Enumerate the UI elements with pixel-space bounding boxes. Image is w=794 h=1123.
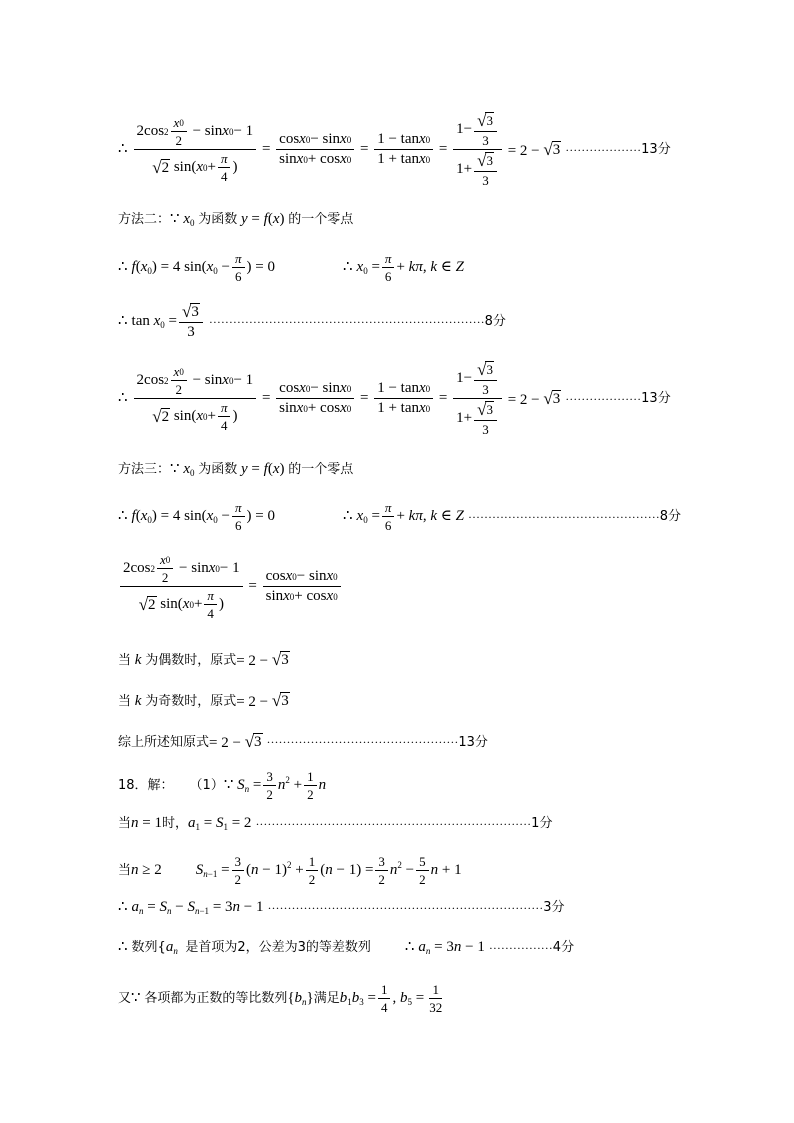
zero-point-text: 为函数 (198, 462, 238, 477)
method3-title: 方法三： (118, 462, 171, 477)
summary-row: 综上所述知原式 = 2 − √ 3 ················································ 13分 (118, 732, 488, 751)
leader-dots: ················································ (266, 735, 459, 749)
problem18-label: 18．解： (118, 778, 174, 793)
equation-row-3: 2cos 2 x 0 2 − sin x 0 − 1 √ 2 sin( x 0 + $\frac{\pi}{4}$ ) = cos x 0 − sin x 0 sin x 0 + cos x 0 (118, 553, 343, 620)
leader-dots: ················ (488, 940, 553, 955)
sequence-row: ∴ 数列{ $a_n$ 是首项为2，公差为3的等差数列 ∴ $a_n = 3n - 1$ ················ 4分 (118, 939, 575, 956)
case-odd-label: 为奇数时，原式 (145, 693, 237, 709)
score-label: 13分 (641, 391, 671, 406)
sequence-label: 数列{ (131, 940, 166, 955)
zero-point-text: 为函数 (198, 212, 238, 227)
method3-heading: 方法三： ∵ $x_0$ 为函数 y = f(x) 的一个零点 (118, 461, 354, 478)
therefore-symbol: ∴ (118, 141, 128, 157)
geo-label-3: 满足 (313, 991, 340, 1006)
score-label: 4分 (552, 940, 575, 955)
score-label: 13分 (458, 734, 488, 750)
geo-label-2: 各项都为正数的等比数列 (144, 991, 288, 1006)
geo-label-1: 又 (118, 991, 132, 1006)
score-label: 8分 (484, 314, 506, 329)
when-n2-label: 当 (118, 863, 132, 878)
zero-point-suffix: 的一个零点 (288, 462, 354, 477)
part1-label: （1） (189, 778, 224, 793)
problem18-row: 18．解： （1） ∵ $S_n$ = $\frac{3}{2}$ $n^2$ + $\frac{1}{2}$ n (118, 769, 327, 802)
method2-heading: 方法二： ∵ $x_0$ 为函数 y = f(x) 的一个零点 (118, 211, 354, 228)
case-even-row: 当 k 为偶数时，原式 = 2 − √ 3 (118, 650, 289, 669)
equation-row-fx0-b: ∴ $f(x_0) = 4$ $\sin(x_0$ − $\frac{\pi}{6}$ ) = 0 ∴ $x_0$ = $\frac{\pi}{6}$ + kπ, k ∈ Z ················································ 8分 (118, 500, 682, 533)
equation-row-1: ∴ 2cos 2 x 0 2 − sin x 0 − 1 √ 2 sin( x 0 + $\frac{\pi}{4}$ ) = cos x 0 − sin x 0 sin x 0 + cos x 0 = 1 − tan x 0 1 + tan x 0 = 1− √ 3 3 1+ √ 3 3 = 2 − √ 3 ··················· 13分 (118, 111, 671, 188)
score-label: 8分 (659, 509, 682, 524)
leader-dots: ····································································· (255, 816, 532, 831)
when-n1-label: 时， (161, 816, 188, 831)
geometric-row: 又 ∵ 各项都为正数的等比数列 $\{b_n\}$ 满足 $b_1b_3$ = $\frac{1}{4}$ , $b_5$ = $\frac{1}{32}$ (118, 982, 443, 1015)
leader-dots: ····································································· (208, 314, 485, 329)
method2-title: 方法二： (118, 212, 171, 227)
leader-dots: ··················· (565, 142, 642, 157)
fraction-main-1: 2cos 2 x 0 2 − sin x 0 − 1 √ 2 sin( x 0 + $\frac{\pi}{4}$ ) (134, 116, 257, 183)
leader-dots: ················································ (467, 509, 660, 524)
n2-row: 当 n ≥ 2 $S_{n-1}$ = $\frac{3}{2}$ $(n - 1)^2$ + $\frac{1}{2}$ (n − 1) = $\frac{3}{2}$ $n^2$ − $\frac{5}{2}$ n + 1 (118, 854, 462, 887)
an-row: ∴ $a_n = S_n - S_{n-1} = 3n - 1$ ····································································· 3分 (118, 899, 565, 916)
score-label: 3分 (543, 900, 565, 915)
leader-dots: ····································································· (267, 900, 544, 915)
equation-row-tan: ∴ $\tan x_0$ = √ 3 3 ····································································· 8分 (118, 302, 506, 340)
summary-label: 综上所述知原式 (118, 734, 210, 750)
when-label: 当 (118, 693, 132, 709)
equation-row-fx0: ∴ $f(x_0) = 4$ $\sin(x_0$ − $\frac{\pi}{6}$ ) = 0 ∴ $x_0$ = $\frac{\pi}{6}$ + kπ, k ∈ Z (118, 251, 464, 284)
case-even-label: 为偶数时，原式 (145, 652, 237, 668)
case-odd-row: 当 k 为奇数时，原式 = 2 − √ 3 (118, 691, 289, 710)
score-label: 1分 (531, 816, 553, 831)
when-label: 当 (118, 652, 132, 668)
zero-point-suffix: 的一个零点 (288, 212, 354, 227)
score-label: 13分 (641, 142, 671, 157)
leader-dots: ··················· (565, 391, 642, 406)
equation-row-2: ∴ 2cos 2 x 0 2 − sin x 0 − 1 √ 2 sin( x 0 + $\frac{\pi}{4}$ ) = cos x 0 − sin x 0 sin x 0 + cos x 0 = 1 − tan x 0 1 + tan x 0 = 1− √ 3 3 1+ √ 3 3 = 2 − √ 3 ··················· 13分 (118, 360, 671, 437)
when-label: 当 (118, 816, 132, 831)
sequence-desc: 是首项为2，公差为3的等差数列 (185, 940, 371, 955)
n1-row: 当 n = 1 时， $a_1 = S_1 = 2$ ····································································· 1分 (118, 815, 553, 832)
